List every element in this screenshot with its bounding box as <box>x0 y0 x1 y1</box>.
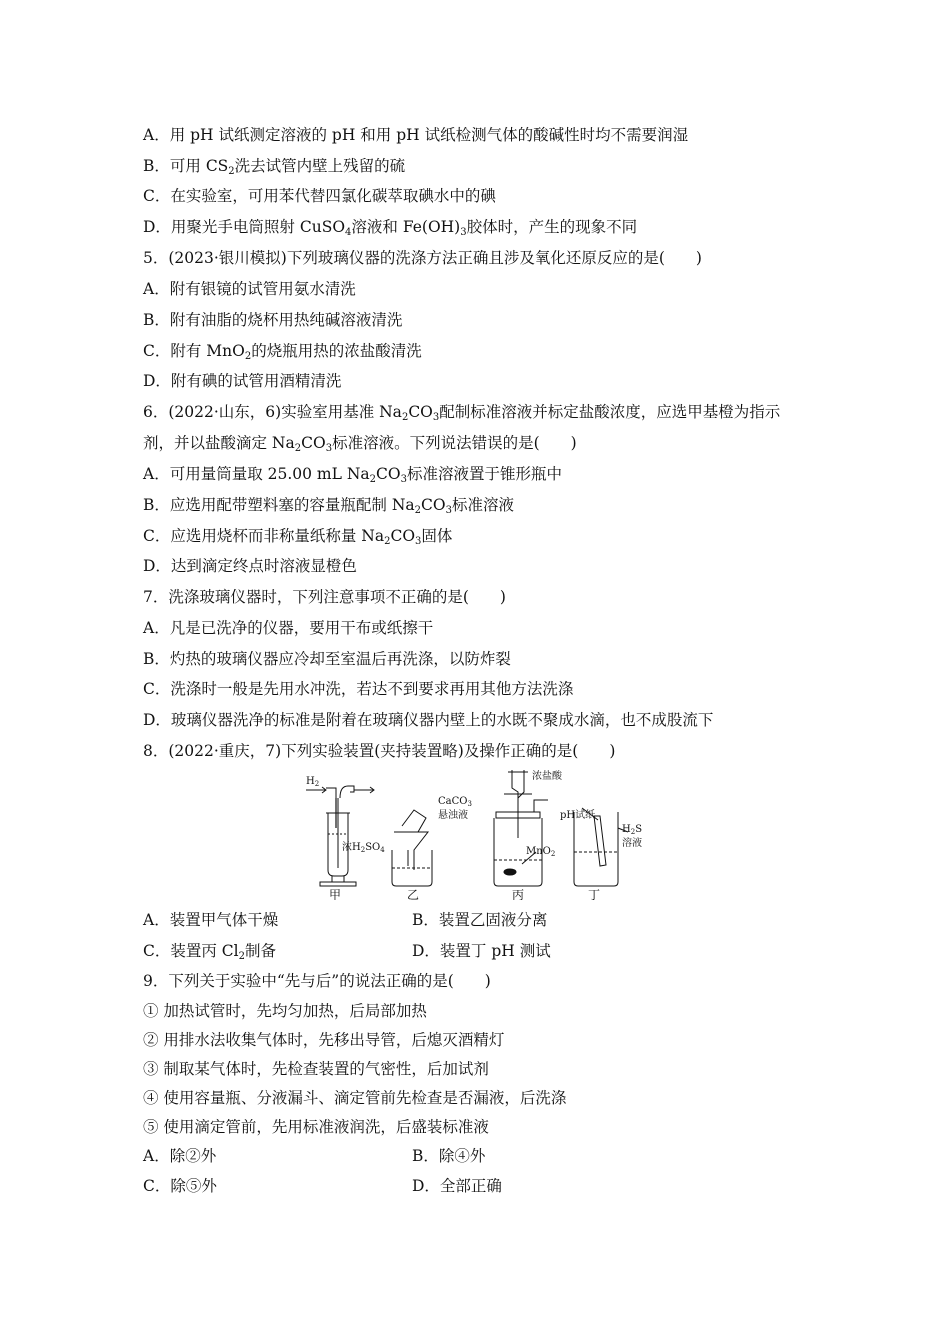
q9-item-5: ⑤ 使用滴定管前，先用标准液润洗，后盛装标准液 <box>143 1118 489 1136</box>
mno2-label: MnO$_2$ <box>526 846 556 858</box>
q6-stem-line2: 剂，并以盐酸滴定 $Na_2CO_3$标准溶液。下列说法错误的是( ) <box>143 434 577 454</box>
q9-option-d: D．全部正确 <box>412 1177 502 1195</box>
label-jia: 甲 <box>329 888 342 900</box>
q7-option-a: A．凡是已洗净的仪器，要用干布或纸擦干 <box>143 619 434 637</box>
ph-paper-label: pH试纸 <box>560 810 596 821</box>
ph-paper-strip <box>594 816 606 866</box>
q6-stem-line1: 6．(2022·山东，6)实验室用基准 $Na_2CO_3$配制标准溶液并标定盐酸浓度，应选甲基橙为指示 <box>143 403 781 423</box>
h2so4-label: 浓$H_2SO_4$ <box>342 842 385 854</box>
q4-option-d: D．用聚光手电筒照射 CuSO$_4$溶液和 $Fe(OH)_3$胶体时，产生的现象不同 <box>143 218 638 238</box>
q9-item-4: ④ 使用容量瓶、分液漏斗、滴定管前先检查是否漏液，后洗涤 <box>143 1089 567 1107</box>
q9-option-a: A．除②外 <box>143 1147 217 1165</box>
q8-apparatus-figure <box>298 768 658 900</box>
q9-option-b: B．除④外 <box>412 1147 486 1165</box>
q8-option-a: A．装置甲气体干燥 <box>143 911 279 929</box>
q5-option-d: D．附有碘的试管用酒精清洗 <box>143 372 342 390</box>
ph-beaker <box>574 812 618 886</box>
funnel <box>394 832 428 870</box>
q4-option-c: C．在实验室，可用苯代替四氯化碳萃取碘水中的碘 <box>143 187 496 205</box>
label-bing: 丙 <box>512 888 525 900</box>
q7-option-d: D．玻璃仪器洗净的标准是附着在玻璃仪器内壁上的水既不聚成水滴，也不成股流下 <box>143 711 714 729</box>
q8-option-b: B．装置乙固液分离 <box>412 911 548 929</box>
q5-option-b: B．附有油脂的烧杯用热纯碱溶液清洗 <box>143 311 403 329</box>
q7-option-b: B．灼热的玻璃仪器应冷却至室温后再洗涤，以防炸裂 <box>143 650 511 668</box>
q9-stem: 9．下列关于实验中“先与后”的说法正确的是( ) <box>143 972 491 990</box>
q6-option-a: A．可用量筒量取 25.00 mL $Na_2CO_3$标准溶液置于锥形瓶中 <box>143 465 562 485</box>
caco3-label: CaCO$_3$ <box>438 796 472 808</box>
q9-item-3: ③ 制取某气体时，先检查装置的气密性，后加试剂 <box>143 1060 489 1078</box>
q4-option-b: B．可用 $CS_2$洗去试管内壁上残留的硫 <box>143 157 406 177</box>
q6-option-d: D．达到滴定终点时溶液显橙色 <box>143 557 357 575</box>
q5-option-a: A．附有银镜的试管用氨水清洗 <box>143 280 356 298</box>
solution-label: 溶液 <box>622 838 642 849</box>
q5-stem: 5．(2023·银川模拟)下列玻璃仪器的洗涤方法正确且涉及氧化还原反应的是( ) <box>143 249 702 267</box>
suspension-label: 悬浊液 <box>438 810 468 821</box>
q8-option-d: D．装置丁 pH 测试 <box>412 942 551 960</box>
h2-label: $H_2$ <box>306 776 320 788</box>
q9-item-1: ① 加热试管时，先均匀加热，后局部加热 <box>143 1002 427 1020</box>
h2s-label: $H_2S$ <box>622 824 643 836</box>
q5-option-c: C．附有 MnO$_2$的烧瓶用热的浓盐酸清洗 <box>143 342 422 362</box>
outlet-tube <box>534 800 548 812</box>
q6-option-b: B．应选用配带塑料塞的容量瓶配制 $Na_2CO_3$标准溶液 <box>143 496 514 516</box>
pouring-beaker <box>402 810 426 832</box>
q8-stem: 8．(2022·重庆，7)下列实验装置(夹持装置略)及操作正确的是( ) <box>143 742 616 760</box>
label-yi: 乙 <box>407 888 420 900</box>
q7-stem: 7．洗涤玻璃仪器时，下列注意事项不正确的是( ) <box>143 588 506 606</box>
q7-option-c: C．洗涤时一般是先用水冲洗，若达不到要求再用其他方法洗涤 <box>143 680 574 698</box>
q6-option-c: C．应选用烧杯而非称量纸称量 $Na_2CO_3$固体 <box>143 527 453 547</box>
column-base <box>320 882 356 886</box>
hcl-label: 浓盐酸 <box>532 771 562 782</box>
q8-option-c: C．装置丙 $Cl_2$制备 <box>143 942 276 962</box>
q9-item-2: ② 用排水法收集气体时，先移出导管，后熄灭酒精灯 <box>143 1031 505 1049</box>
q9-option-c: C．除⑤外 <box>143 1177 217 1195</box>
q4-option-a: A．用 pH 试纸测定溶液的 pH 和用 pH 试纸检测气体的酸碱性时均不需要润湿 <box>143 126 689 144</box>
label-ding: 丁 <box>588 888 601 900</box>
